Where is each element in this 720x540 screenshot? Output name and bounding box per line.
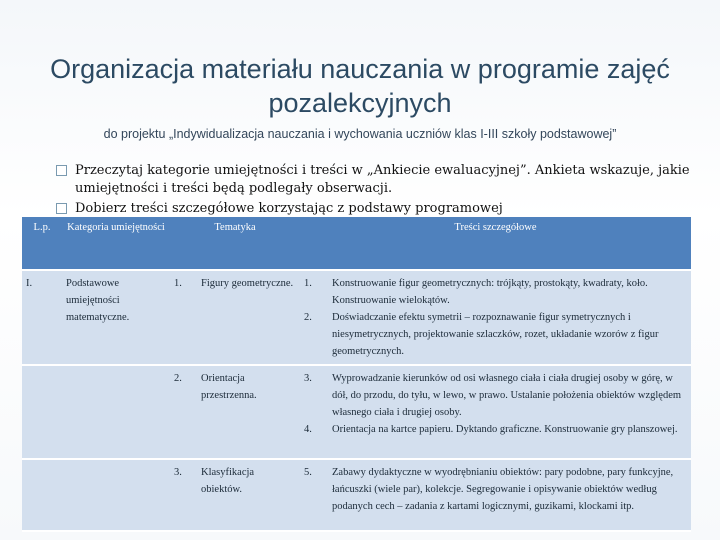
detail-item	[304, 309, 687, 360]
detail-number: 1.	[304, 278, 312, 289]
cell-topic-number: 1.	[170, 270, 197, 365]
cell-topic: Figury geometryczne.	[197, 270, 300, 365]
detail-text: Zabawy dydaktyczne w wyodrębnianiu obiektów: pary podobne, pary funkcyjne, łańcuszki (wiele par), kolekcje. Segregowanie i opisywanie obiektów według podanych cech – zadania z kartami logicznymi, guzikami, klockami itp.	[332, 467, 674, 512]
cell-kategoria	[62, 365, 170, 459]
cell-topic: Orientacja przestrzenna.	[197, 365, 300, 459]
cell-details	[300, 270, 691, 365]
curriculum-table	[22, 217, 691, 532]
table-row	[22, 365, 691, 459]
cell-topic-number: 2.	[170, 365, 197, 459]
header-tematyka: Tematyka	[170, 217, 300, 270]
cell-lp: I.	[22, 270, 62, 365]
checkbox-bullet-icon	[56, 203, 67, 214]
instruction-text: Przeczytaj kategorie umiejętności i treści w „Ankiecie ewaluacyjnej”. Ankieta wskazuje, jakie umiejętności i treści będą podlegały obserwacji.	[75, 163, 690, 196]
cell-kategoria	[62, 459, 170, 531]
cell-details	[300, 365, 691, 459]
detail-text: Doświadczanie efektu symetrii – rozpoznawanie figur symetrycznych i niesymetrycznych, projektowanie szlaczków, rozet, układanie wzorów z figur geometrycznych.	[332, 312, 659, 357]
cell-topic: Klasyfikacja obiektów.	[197, 459, 300, 531]
cell-lp	[22, 459, 62, 531]
detail-number: 2.	[304, 312, 312, 323]
slide-title: Organizacja materiału nauczania w programie zajęć pozalekcyjnych	[50, 54, 670, 118]
detail-item	[304, 275, 687, 309]
instruction-list	[56, 162, 696, 220]
detail-item	[304, 421, 687, 438]
detail-text: Orientacja na kartce papieru. Dyktando graficzne. Konstruowanie gry planszowej.	[332, 424, 678, 435]
cell-kategoria: Podstawowe umiejętności matematyczne.	[62, 270, 170, 365]
detail-number: 3.	[304, 373, 312, 384]
instruction-text: Dobierz treści szczegółowe korzystając z podstawy programowej	[75, 201, 503, 216]
cell-details	[300, 459, 691, 531]
table-row	[22, 270, 691, 365]
detail-text: Wyprowadzanie kierunków od osi własnego ciała i ciała drugiej osoby w górę, w dół, do przodu, do tyłu, w lewo, w prawo. Ustalanie położenia obiektów względem własnego ciała i drugiej osoby.	[332, 373, 682, 418]
detail-number: 5.	[304, 467, 312, 478]
instruction-item	[56, 200, 696, 218]
detail-item	[304, 464, 687, 515]
detail-number: 4.	[304, 424, 312, 435]
table-header-row	[22, 217, 691, 270]
table-row	[22, 459, 691, 531]
header-tresci: Treści szczegółowe	[300, 217, 691, 270]
detail-text: Konstruowanie figur geometrycznych: trójkąty, prostokąty, kwadraty, koło. Konstruowanie wielokątów.	[332, 278, 648, 306]
detail-item	[304, 370, 687, 421]
header-lp: L.p.	[22, 217, 62, 270]
cell-lp	[22, 365, 62, 459]
checkbox-bullet-icon	[56, 165, 67, 176]
instruction-item	[56, 162, 696, 198]
cell-topic-number: 3.	[170, 459, 197, 531]
header-kategoria: Kategoria umiejętności	[62, 217, 170, 270]
slide-subtitle: do projektu „Indywidualizacja nauczania i wychowania uczniów klas I-III szkoły podstawowej”	[103, 127, 617, 141]
